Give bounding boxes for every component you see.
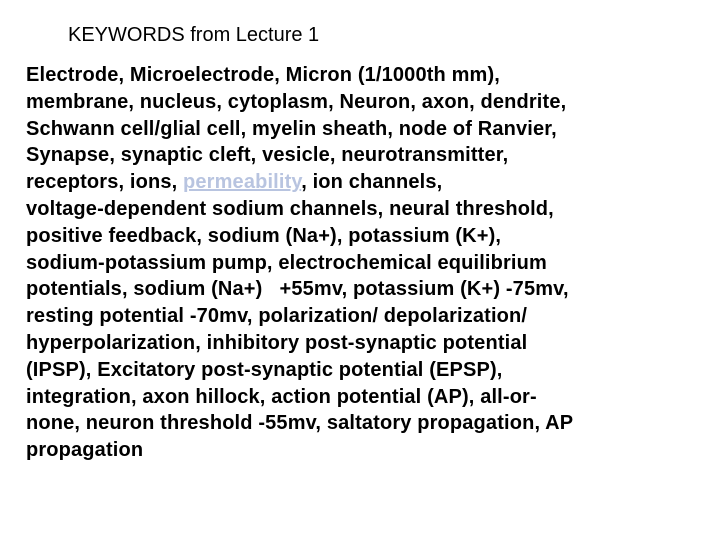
keyword-line-5: [26, 169, 716, 196]
keyword-line-4: Synapse, synaptic cleft, vesicle, neurotransmitter,: [26, 144, 509, 167]
keyword-line-3: Schwann cell/glial cell, myelin sheath, node of Ranvier,: [26, 117, 557, 140]
permeability-link[interactable]: permeability: [183, 171, 302, 194]
keyword-line-5-after: , ion channels,: [301, 171, 443, 194]
keyword-line-8: sodium-potassium pump, electrochemical equilibrium: [26, 251, 547, 274]
keyword-line-1: Electrode, Microelectrode, Micron (1/1000th mm),: [26, 64, 500, 86]
keyword-line-13: integration, axon hillock, action potential (AP), all-or-: [26, 385, 537, 408]
keyword-line-12: (IPSP), Excitatory post-synaptic potential (EPSP),: [26, 358, 503, 381]
keyword-line-11: hyperpolarization, inhibitory post-synaptic potential: [26, 331, 528, 354]
slide-title: KEYWORDS from Lecture 1: [68, 24, 320, 46]
keyword-line-5-before: receptors, ions,: [26, 171, 184, 194]
keyword-line-15: propagation: [26, 439, 144, 462]
keyword-line-7: positive feedback, sodium (Na+), potassium (K+),: [26, 224, 502, 247]
keyword-line-6: voltage-dependent sodium channels, neural threshold,: [26, 197, 554, 220]
keyword-line-9: potentials, sodium (Na+) +55mv, potassium (K+) -75mv,: [26, 278, 569, 301]
keyword-line-10: resting potential -70mv, polarization/ depolarization/: [26, 305, 528, 328]
keywords-body: [26, 62, 716, 464]
keyword-line-14: none, neuron threshold -55mv, saltatory propagation, AP: [26, 412, 574, 435]
keyword-line-2: membrane, nucleus, cytoplasm, Neuron, axon, dendrite,: [26, 90, 567, 113]
